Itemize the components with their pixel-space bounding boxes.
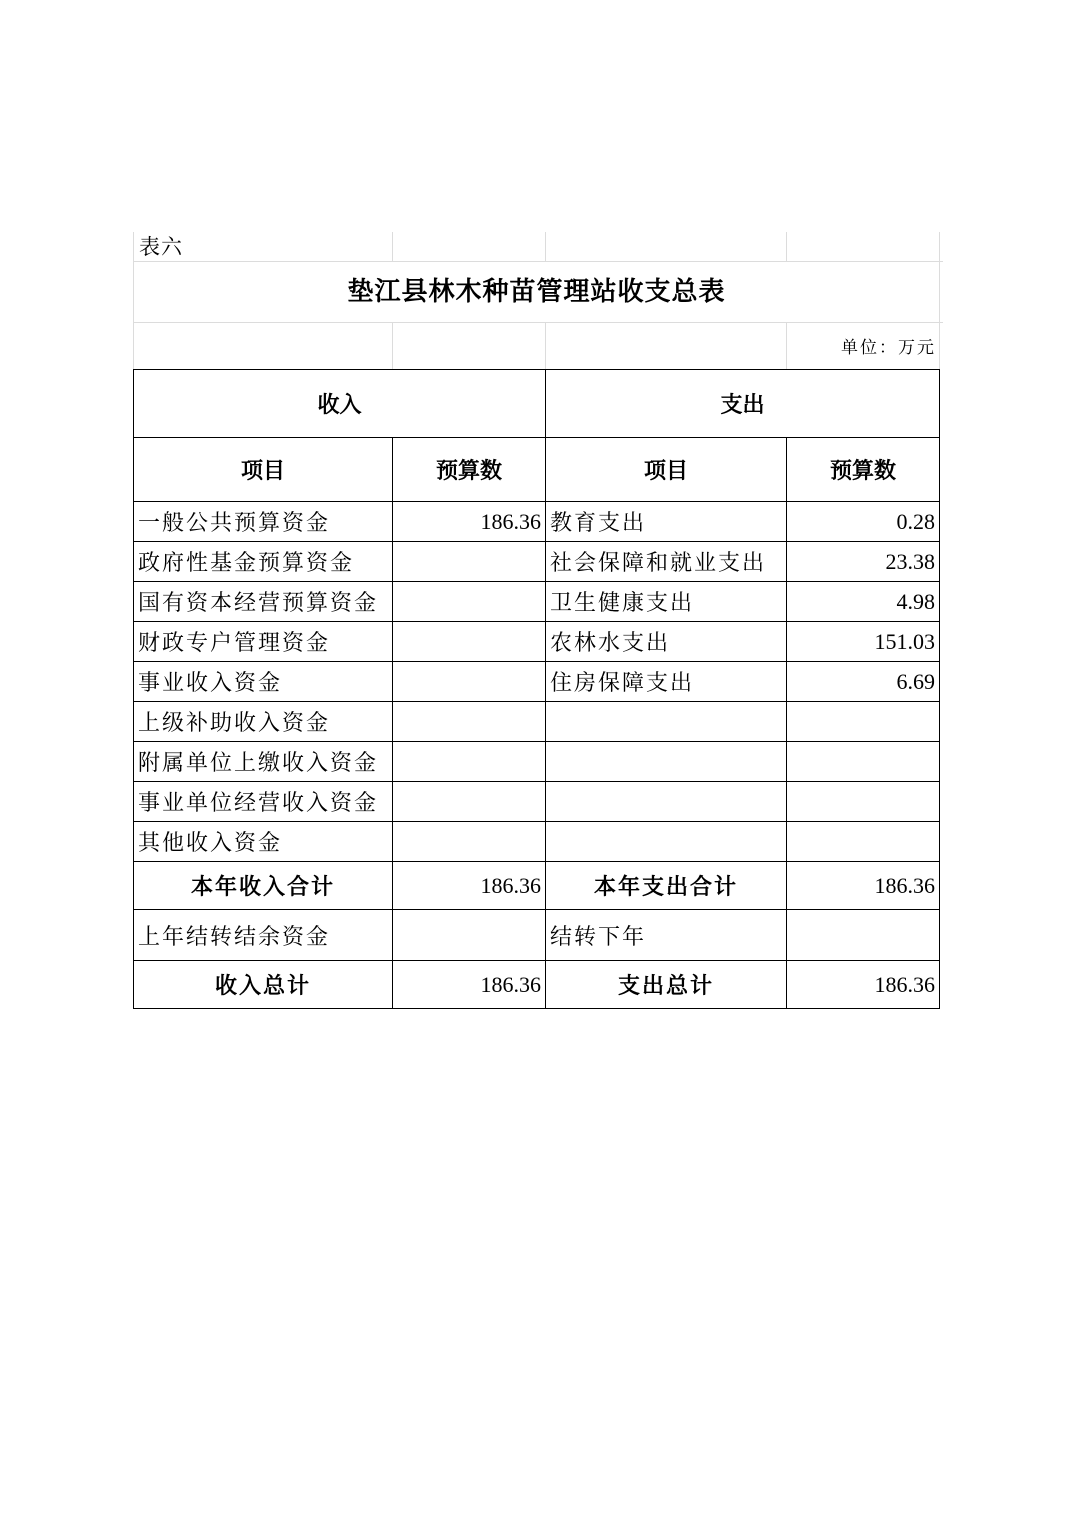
column-header-row (134, 438, 940, 502)
income-item: 上级补助收入资金 (134, 702, 393, 742)
income-item: 财政专户管理资金 (134, 622, 393, 662)
expense-grand-total-label: 支出总计 (546, 961, 787, 1009)
income-value (393, 542, 546, 582)
income-item: 国有资本经营预算资金 (134, 582, 393, 622)
income-item: 政府性基金预算资金 (134, 542, 393, 582)
income-year-total-label: 本年收入合计 (134, 862, 393, 910)
gridline (786, 323, 787, 369)
expense-value (787, 702, 940, 742)
page-title: 垫江县林木种苗管理站收支总表 (347, 277, 726, 307)
expense-item (546, 822, 787, 862)
expense-item (546, 702, 787, 742)
expense-item: 住房保障支出 (546, 662, 787, 702)
expense-item: 农林水支出 (546, 622, 787, 662)
expense-value (787, 782, 940, 822)
income-header: 收入 (134, 370, 546, 438)
gridline (545, 232, 546, 262)
gridline (392, 323, 393, 369)
expense-value (787, 742, 940, 782)
income-carryover-value (393, 910, 546, 961)
income-budget-header: 预算数 (393, 438, 546, 502)
income-value (393, 742, 546, 782)
income-carryover-label: 上年结转结余资金 (134, 910, 393, 961)
income-item: 其他收入资金 (134, 822, 393, 862)
expense-item: 社会保障和就业支出 (546, 542, 787, 582)
gridline (392, 232, 393, 262)
expense-item (546, 782, 787, 822)
expense-item: 卫生健康支出 (546, 582, 787, 622)
budget-table (133, 369, 940, 1009)
carryover-row (134, 910, 940, 961)
income-grand-total-label: 收入总计 (134, 961, 393, 1009)
gridline (133, 322, 943, 323)
income-item: 事业收入资金 (134, 662, 393, 702)
table-row (134, 782, 940, 822)
expense-value: 4.98 (787, 582, 940, 622)
income-value (393, 622, 546, 662)
expense-value: 23.38 (787, 542, 940, 582)
expense-year-total-value: 186.36 (787, 862, 940, 910)
table-row (134, 702, 940, 742)
expense-carryover-label: 结转下年 (546, 910, 787, 961)
expense-item: 教育支出 (546, 502, 787, 542)
income-value: 186.36 (393, 502, 546, 542)
income-value (393, 822, 546, 862)
expense-value: 0.28 (787, 502, 940, 542)
income-value (393, 782, 546, 822)
table-row (134, 502, 940, 542)
table-row (134, 622, 940, 662)
expense-budget-header: 预算数 (787, 438, 940, 502)
expense-value: 6.69 (787, 662, 940, 702)
expense-value: 151.03 (787, 622, 940, 662)
table-row (134, 742, 940, 782)
grand-total-row (134, 961, 940, 1009)
expense-year-total-label: 本年支出合计 (546, 862, 787, 910)
table-row (134, 582, 940, 622)
expense-item (546, 742, 787, 782)
section-header-row (134, 370, 940, 438)
table-row (134, 822, 940, 862)
income-item-header: 项目 (134, 438, 393, 502)
expense-value (787, 822, 940, 862)
expense-item-header: 项目 (546, 438, 787, 502)
income-item: 一般公共预算资金 (134, 502, 393, 542)
income-value (393, 662, 546, 702)
income-grand-total-value: 186.36 (393, 961, 546, 1009)
income-value (393, 582, 546, 622)
gridline (786, 232, 787, 262)
income-item: 事业单位经营收入资金 (134, 782, 393, 822)
expense-grand-total-value: 186.36 (787, 961, 940, 1009)
income-item: 附属单位上缴收入资金 (134, 742, 393, 782)
sheet-label: 表六 (139, 235, 183, 259)
expense-header: 支出 (546, 370, 940, 438)
gridline (545, 323, 546, 369)
income-year-total-value: 186.36 (393, 862, 546, 910)
table-row (134, 542, 940, 582)
expense-carryover-value (787, 910, 940, 961)
year-total-row (134, 862, 940, 910)
income-value (393, 702, 546, 742)
table-row (134, 662, 940, 702)
unit-label: 单位：万元 (841, 338, 936, 358)
